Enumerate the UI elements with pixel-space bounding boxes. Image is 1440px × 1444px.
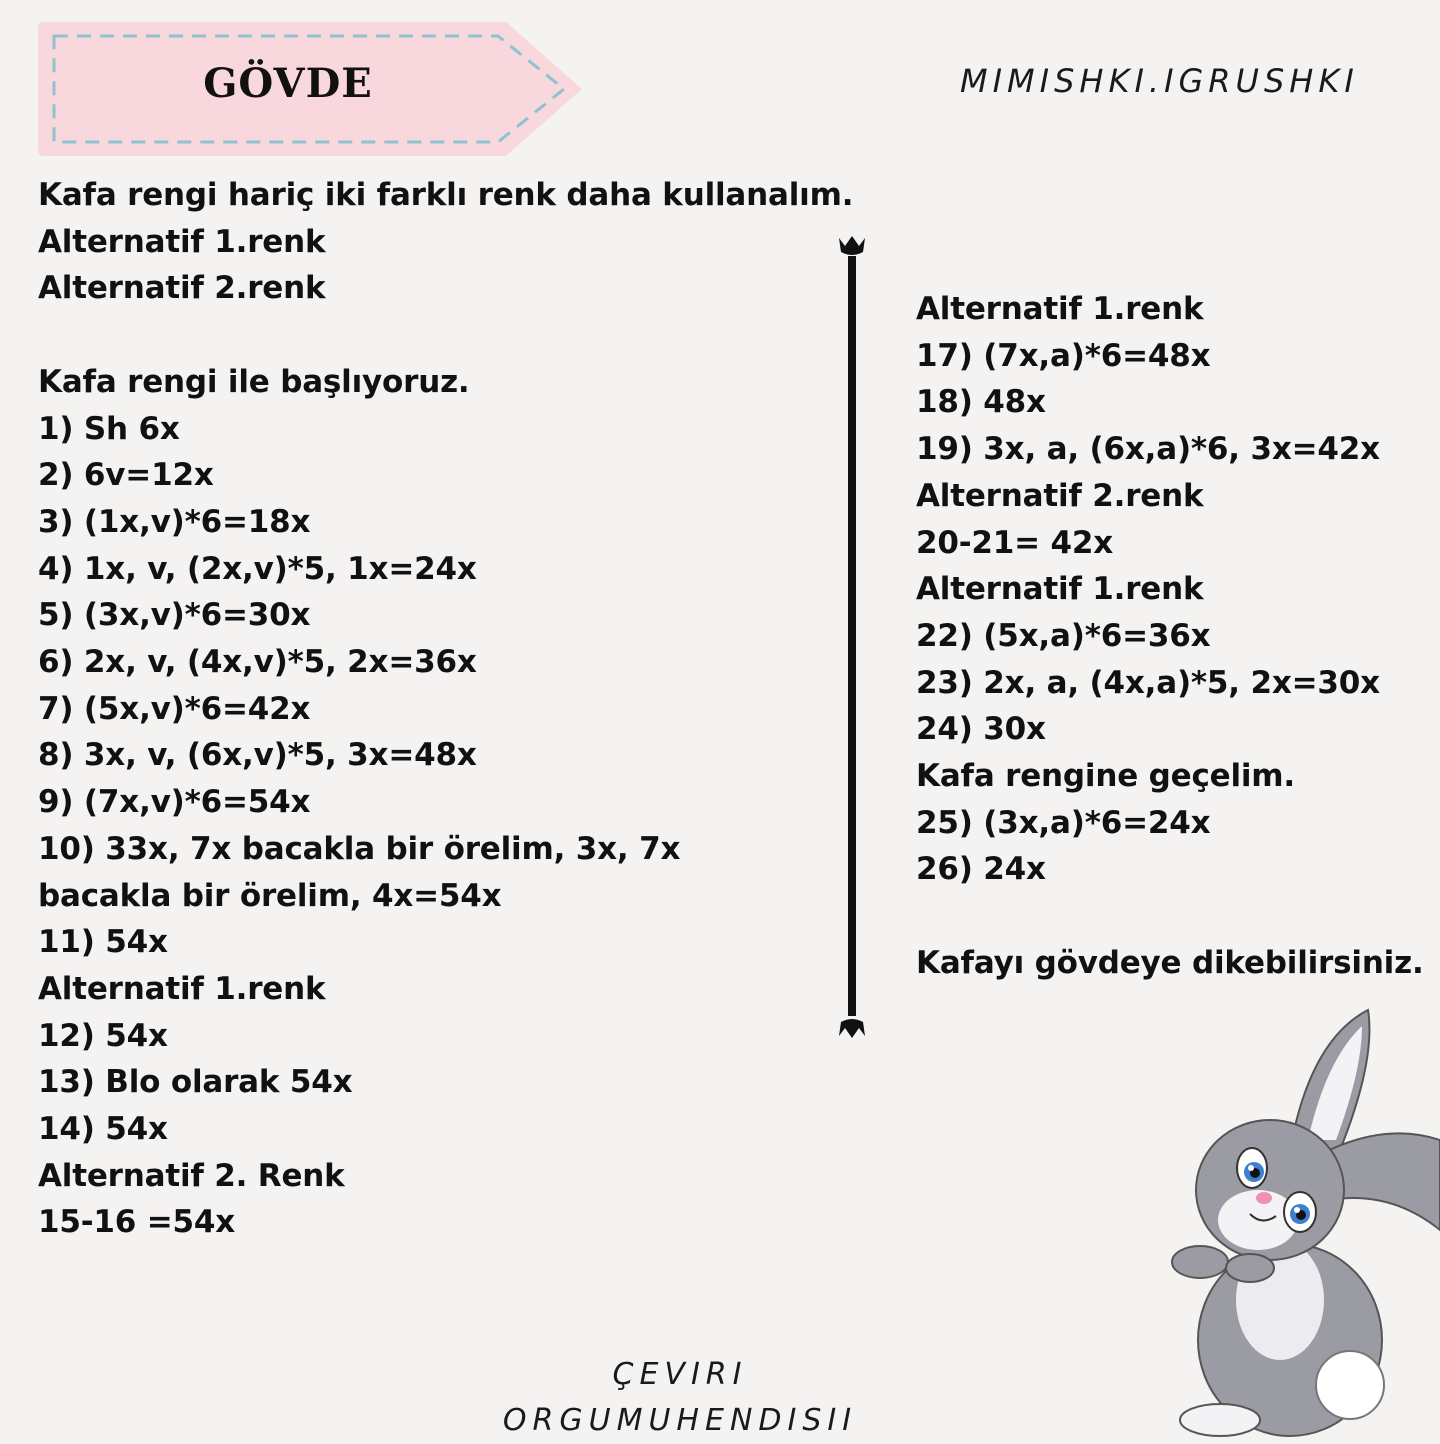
row-instruction: 7) (5x,v)*6=42x (38, 690, 311, 727)
instruction-line: Alternatif 2.renk (916, 477, 1204, 514)
row-instruction: 8) 3x, v, (6x,v)*5, 3x=48x (38, 737, 477, 774)
instruction-line: Alternatif 1.renk (38, 970, 326, 1007)
instruction-line: Alternatif 2. Renk (38, 1157, 345, 1194)
row-instruction: 19) 3x, a, (6x,a)*6, 3x=42x (916, 431, 1380, 468)
row-instruction: 15-16 =54x (38, 1204, 236, 1241)
title-tag (38, 22, 586, 156)
instruction-line: Kafa rengine geçelim. (916, 758, 1295, 795)
instruction-line: Alternatif 2.renk (38, 270, 326, 307)
instruction-line: Alternatif 1.renk (38, 223, 326, 260)
row-instruction: 3) (1x,v)*6=18x (38, 503, 311, 540)
credit-line-1: ÇEVIRI (612, 1357, 748, 1392)
blank-line (916, 893, 1416, 940)
left-instructions (38, 172, 854, 1246)
row-instruction: 24) 30x (916, 711, 1046, 748)
row-instruction: 6) 2x, v, (4x,v)*5, 2x=36x (38, 644, 477, 681)
right-instructions (916, 286, 1424, 987)
row-instruction: 10) 33x, 7x bacakla bir örelim, 3x, 7x bacakla bir örelim, 4x=54x (38, 830, 681, 914)
row-instruction: 17) (7x,a)*6=48x (916, 337, 1211, 374)
page-title: GÖVDE (203, 60, 373, 107)
instruction-line: Alternatif 1.renk (916, 291, 1204, 327)
intro-line: Kafa rengi hariç iki farklı renk daha kullanalım. (38, 177, 854, 213)
row-instruction: 22) (5x,a)*6=36x (916, 617, 1211, 654)
row-instruction: 20-21= 42x (916, 524, 1114, 561)
row-instruction: 26) 24x (916, 851, 1046, 888)
row-instruction: 18) 48x (916, 384, 1046, 421)
row-instruction: 13) Blo olarak 54x (38, 1064, 353, 1101)
row-instruction: 14) 54x (38, 1111, 168, 1148)
row-instruction: 11) 54x (38, 924, 168, 961)
row-instruction: 1) Sh 6x (38, 410, 180, 447)
row-instruction: 23) 2x, a, (4x,a)*5, 2x=30x (916, 664, 1380, 701)
row-instruction: 4) 1x, v, (2x,v)*5, 1x=24x (38, 550, 477, 587)
translation-credit (480, 1352, 880, 1444)
row-instruction: 5) (3x,v)*6=30x (38, 597, 311, 634)
instruction-line: Kafa rengi ile başlıyoruz. (38, 363, 470, 400)
bunny-illustration-icon (1140, 1000, 1440, 1440)
closing-line: Kafayı gövdeye dikebilirsiniz. (916, 944, 1424, 981)
row-instruction: 25) (3x,a)*6=24x (916, 804, 1211, 841)
instruction-line: Alternatif 1.renk (916, 571, 1204, 608)
row-instruction: 12) 54x (38, 1017, 168, 1054)
row-instruction: 9) (7x,v)*6=54x (38, 784, 311, 821)
ornamental-divider-icon (834, 234, 870, 1040)
brand-name: MIMISHKI.IGRUSHKI (960, 62, 1359, 100)
blank-line (38, 312, 798, 359)
credit-line-2: ORGUMUHENDISII (502, 1403, 858, 1438)
row-instruction: 2) 6v=12x (38, 457, 214, 494)
